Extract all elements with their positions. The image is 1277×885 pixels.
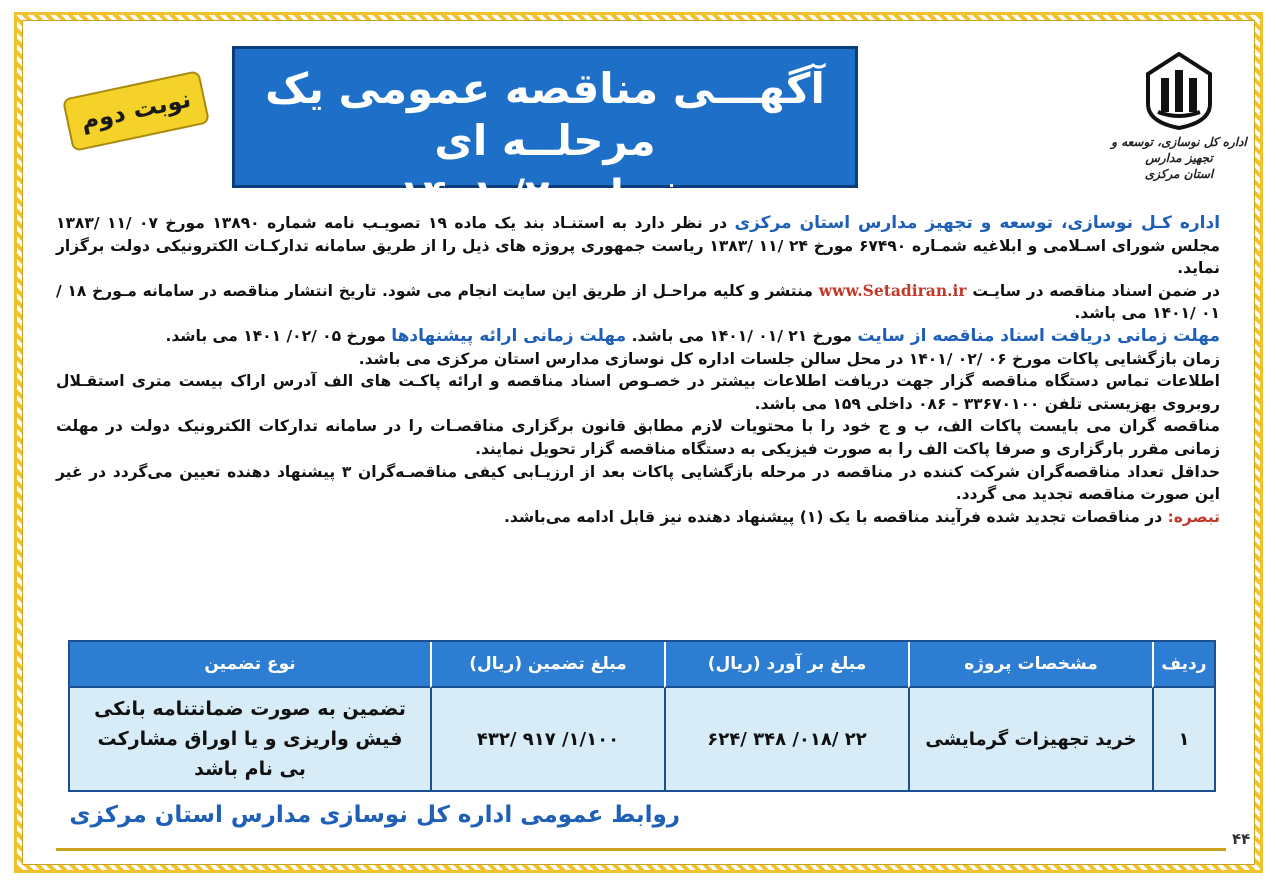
page-title: آگهـــی مناقصه عمومی یک مرحلــه ای <box>265 64 825 165</box>
cell-guarantee-amount: ۱/۱۰۰/ ۹۱۷ /۴۳۲ <box>430 688 664 790</box>
cell-guarantee-type <box>70 688 430 790</box>
paragraph-note <box>56 506 1220 529</box>
paragraph-min-bidders: حداقل تعداد مناقصه‌گران شرکت کننده در مناقصه در مرحله بازگشایی پاکات بعد از ارزیـابی کیفی مناقصـه‌گران ۳ پیشنهاد دهنده تعیین می‌گردد در غیر این صورت مناقصه تجدید می گردد. <box>56 462 1220 504</box>
table-header-row <box>70 642 1214 688</box>
col-header-row-num: ردیف <box>1152 642 1214 688</box>
guarantee-type-line2: فیش واریزی و یا اوراق مشارکت <box>97 728 403 750</box>
col-header-guarantee-type: نوع تضمین <box>70 642 430 688</box>
cell-estimate: ۲۲ /۰۱۸/ ۳۴۸ /۶۲۴ <box>664 688 908 790</box>
org-emblem-icon <box>1144 52 1214 130</box>
project-table <box>68 640 1216 792</box>
setadiran-link[interactable]: www.Setadiran.ir <box>818 280 967 300</box>
title-banner <box>232 46 858 218</box>
cell-project: خرید تجهیزات گرمایشی <box>908 688 1152 790</box>
site-text-after: منتشر و کلیه مراحـل از طریق این سایت انجام می شود. تاریخ انتشار مناقصه در سامانه مـورخ ۱۸ /۰۱ /۱۴۰۱ می باشد. <box>56 281 1220 323</box>
guarantee-type-line3: بی نام باشد <box>194 758 306 780</box>
deadline-download-label: مهلت زمانی دریافت اسناد مناقصه از سایت <box>857 325 1220 346</box>
col-header-project: مشخصات پروژه <box>908 642 1152 688</box>
org-logo-line2: استان مرکزی <box>1144 167 1214 181</box>
table-row <box>70 688 1214 790</box>
page-number: ۴۴ <box>1232 830 1251 848</box>
tender-number: شماره ۲/ ۱۴۰۱ <box>398 172 692 218</box>
footer-public-relations: روابط عمومی اداره کل نوسازی مدارس استان مرکزی <box>69 802 680 828</box>
paragraph-site <box>56 280 1220 325</box>
guarantee-type-line1: تضمین به صورت ضمانتنامه بانکی <box>94 698 406 720</box>
intro-text: در نظر دارد به استنـاد بند یک ماده ۱۹ تصویـب نامه شماره ۱۳۸۹۰ مورخ ۰۷ /۱۱ /۱۳۸۳ مجلس شورای اسـلامی و ابلاغیه شمـاره ۶۷۴۹۰ مورخ ۲۴ /۱۱ /۱۳۸۳ ریاست جمهوری پروژه های ذیل را از طریق سامانه تدارکـات الکترونیکی دولت برگزار نماید. <box>56 214 1220 278</box>
paragraph-envelopes: مناقصه گران می بایست پاکات الف، ب و ج خود را با محتویات لازم مطابق قانون برگزاری مناقصـات را در سامانه تدارکات الکترونیک دولت در مهلت زمانی مقرر بارگزاری و صرفا پاکت الف را به صورت فیزیکی به دستگاه مناقصه گزار تحویل نمایند. <box>56 417 1220 458</box>
org-logo-text <box>1104 134 1254 182</box>
announcement-body <box>56 212 1220 528</box>
deadline-submit-date: مورخ ۰۵ /۰۲/ ۱۴۰۱ می باشد. <box>165 326 392 345</box>
round-badge: نوبت دوم <box>62 70 210 152</box>
paragraph-contact: اطلاعات تماس دستگاه مناقصه گزار جهت دریافت اطلاعات بیشتر در خصـوص اسناد مناقصه و ارائه پاکـت های الف آدرس اراک بیست متری استقـلال روبروی بهزیستی تلفن ۳۳۶۷۰۱۰۰ - ۰۸۶ داخلی ۱۵۹ می باشد. <box>56 372 1220 413</box>
org-name: اداره کـل نوسازی، توسعه و تجهیز مدارس استان مرکزی <box>734 213 1221 233</box>
paragraph-intro <box>56 212 1220 280</box>
note-text: در مناقصات تجدید شده فرآیند مناقصه با یک (۱) پیشنهاد دهنده نیز قابل ادامه می‌باشد. <box>504 507 1168 526</box>
site-text-before: در ضمن اسناد مناقصه در سایـت <box>966 281 1220 300</box>
deadline-submit-label: مهلت زمانی ارائه پیشنهادها <box>391 325 627 346</box>
col-header-estimate: مبلغ بر آورد (ریال) <box>664 642 908 688</box>
note-label: تبصره: <box>1167 507 1220 526</box>
org-logo-line1: اداره کل نوسازی، توسعه و تجهیز مدارس <box>1111 135 1247 165</box>
footer-divider <box>56 848 1226 851</box>
deadline-download-date: مورخ ۲۱ /۰۱ /۱۴۰۱ می باشد. <box>626 326 858 345</box>
paragraph-deadlines <box>56 325 1220 348</box>
cell-row-num: ۱ <box>1152 688 1214 790</box>
paragraph-opening: زمان بازگشایی پاکات مورخ ۰۶ /۰۲ /۱۴۰۱ در محل سالن جلسات اداره کل نوسازی مدارس استان مرکزی می باشد. <box>358 349 1220 368</box>
col-header-guarantee-amount: مبلغ تضمین (ریال) <box>430 642 664 688</box>
org-logo <box>1104 52 1254 192</box>
